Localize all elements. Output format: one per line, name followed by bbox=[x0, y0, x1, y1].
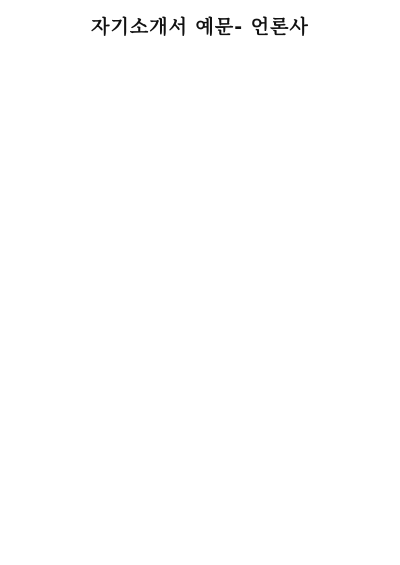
document-title: 자기소개서 예문- 언론사 bbox=[91, 16, 309, 38]
